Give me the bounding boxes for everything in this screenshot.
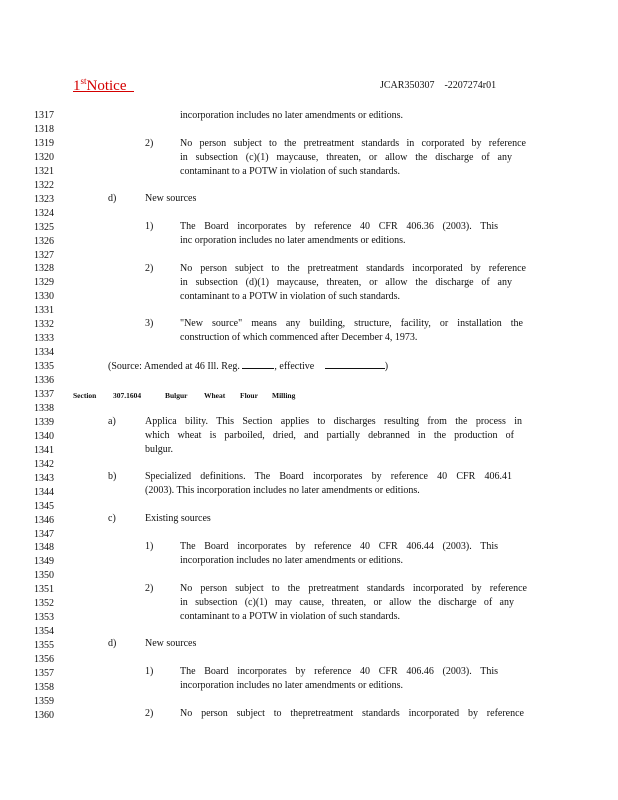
line-number: 1358 <box>34 681 54 693</box>
item-marker: 1) <box>145 666 154 677</box>
line-number: 1329 <box>34 277 54 289</box>
blank-line <box>325 359 385 369</box>
item-marker: 2) <box>145 263 154 274</box>
notice-label: 1stNotice <box>73 76 127 94</box>
text-line: No person subject to thepretreatment standards incorporated by reference <box>180 708 524 719</box>
line-number: 1352 <box>34 598 54 610</box>
section-number: 307.1604 <box>113 391 142 400</box>
item-marker: a) <box>108 416 116 427</box>
line-number: 1346 <box>34 514 54 526</box>
text-line: incorporation includes no later amendments or editions. <box>180 680 403 691</box>
text-line: in subsection (c)(1) may cause, threaten, or allow the discharge of any <box>180 597 514 608</box>
line-number: 1357 <box>34 668 54 679</box>
item-marker: c) <box>108 513 116 524</box>
line-number: 1334 <box>34 347 54 359</box>
section-title-word: Flour <box>240 391 258 400</box>
line-number: 1340 <box>34 430 54 442</box>
line-number: 1338 <box>34 402 54 414</box>
text-line: in subsection (c)(1) maycause, threaten, or allow the discharge of any <box>180 152 512 163</box>
text-line: construction of which commenced after December 4, 1973. <box>180 332 418 343</box>
item-marker: 2) <box>145 138 154 149</box>
line-number: 1319 <box>34 137 54 149</box>
line-number: 1360 <box>34 709 54 721</box>
text-line: Applica bility. This Section applies to discharges resulting from the process in <box>145 416 522 427</box>
line-number: 1355 <box>34 640 54 652</box>
item-marker: 2) <box>145 583 154 594</box>
text-line: The Board incorporates by reference 40 CFR 406.36 (2003). This <box>180 221 498 232</box>
line-number: 1359 <box>34 695 54 707</box>
line-number: 1349 <box>34 556 54 568</box>
line-number: 1353 <box>34 612 54 624</box>
text-line: "New source" means any building, structure, facility, or installation the <box>180 318 523 329</box>
line-number: 1336 <box>34 375 54 387</box>
line-number: 1326 <box>34 235 54 247</box>
text-line: The Board incorporates by reference 40 CFR 406.44 (2003). This <box>180 541 498 552</box>
text-line: The Board incorporates by reference 40 CFR 406.46 (2003). This <box>180 666 498 677</box>
text-line: incorporation includes no later amendments or editions. <box>180 110 403 121</box>
line-number: 1344 <box>34 486 54 498</box>
item-marker: 1) <box>145 541 154 552</box>
text-line: Existing sources <box>145 513 211 524</box>
source-note: (Source: Amended at 46 Ill. Reg. , effective ) <box>108 361 389 372</box>
line-number: 1321 <box>34 165 54 177</box>
text-line: bulgur. <box>145 444 174 455</box>
text-line: No person subject to the pretreatment standards incorporated by reference <box>180 263 526 274</box>
line-number: 1337 <box>34 389 54 400</box>
line-number: 1317 <box>34 110 54 121</box>
line-number: 1335 <box>34 361 54 373</box>
section-label: Section <box>73 391 97 400</box>
line-number: 1318 <box>34 123 54 135</box>
line-number: 1341 <box>34 444 54 456</box>
line-number: 1339 <box>34 416 54 428</box>
document-code: JCAR350307 -2207274r01 <box>380 80 497 91</box>
text-line: contaminant to a POTW in violation of such standards. <box>180 611 401 622</box>
line-number: 1325 <box>34 221 54 233</box>
line-number: 1322 <box>34 179 54 191</box>
line-number: 1350 <box>34 570 54 582</box>
text-line: contaminant to a POTW in violation of such standards. <box>180 166 401 177</box>
section-title-word: Milling <box>272 391 296 400</box>
line-number: 1354 <box>34 626 54 638</box>
text-line: contaminant to a POTW in violation of such standards. <box>180 291 401 302</box>
line-number: 1347 <box>34 528 54 540</box>
text-line: Specialized definitions. The Board incorporates by reference 40 CFR 406.41 <box>145 471 512 482</box>
item-marker: 1) <box>145 221 154 232</box>
text-line: (2003). This incorporation includes no later amendments or editions. <box>145 485 420 496</box>
line-number: 1333 <box>34 333 54 345</box>
text-line: incorporation includes no later amendments or editions. <box>180 555 403 566</box>
line-number: 1351 <box>34 584 54 596</box>
text-line: New sources <box>145 638 197 649</box>
item-marker: b) <box>108 471 117 482</box>
line-number: 1332 <box>34 319 54 331</box>
line-number: 1328 <box>34 263 54 275</box>
text-line: inc orporation includes no later amendments or editions. <box>180 235 406 246</box>
line-number: 1320 <box>34 151 54 163</box>
line-number: 1323 <box>34 193 54 205</box>
text-line: No person subject to the pretreatment standards in corporated by reference <box>180 138 526 149</box>
line-number: 1348 <box>34 542 54 554</box>
line-number: 1330 <box>34 291 54 303</box>
line-number: 1342 <box>34 458 54 470</box>
item-marker: 2) <box>145 708 154 719</box>
text-line: which wheat is parboiled, dried, and partially debranned in the production of <box>145 430 514 441</box>
section-title-word: Bulgur <box>165 391 188 400</box>
text-line: No person subject to the pretreatment standards incorporated by reference <box>180 583 527 594</box>
item-marker: d) <box>108 193 117 204</box>
item-marker: d) <box>108 638 117 649</box>
section-title-word: Wheat <box>204 391 226 400</box>
text-line: in subsection (d)(1) maycause, threaten, or allow the discharge of any <box>180 277 512 288</box>
line-number: 1343 <box>34 472 54 484</box>
item-marker: 3) <box>145 318 154 329</box>
line-number: 1327 <box>34 249 54 261</box>
line-number: 1345 <box>34 500 54 512</box>
text-line: New sources <box>145 193 197 204</box>
blank-line <box>242 359 274 369</box>
line-number: 1331 <box>34 305 54 317</box>
line-number: 1324 <box>34 207 54 219</box>
line-number: 1356 <box>34 654 54 666</box>
